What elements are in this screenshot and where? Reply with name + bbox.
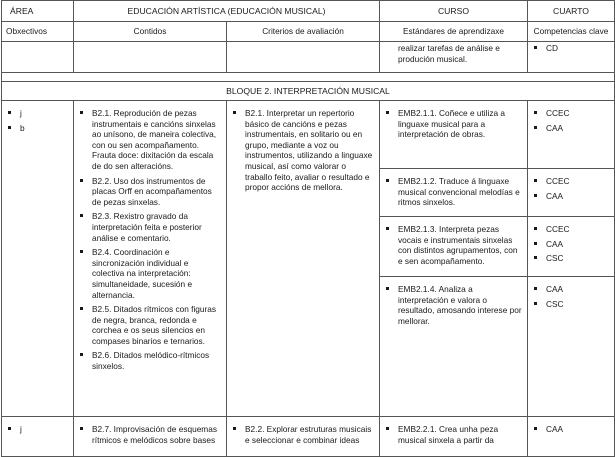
competence-item: CCEC — [532, 176, 610, 187]
content-item: B2.6. Ditados melódico-rítmicos sinxelos. — [78, 350, 222, 371]
competence-item: CAA — [532, 239, 610, 250]
standard-item: EMB2.2.1. Crea unha peza musical sinxela a partir da — [384, 424, 523, 445]
continued-standard: realizar tarefas de análise e produción musical. — [380, 42, 528, 73]
course-value: CUARTO — [528, 1, 615, 22]
block-row — [2, 101, 615, 169]
criterion-item: B2.2. Explorar estruturas musicais e seleccionar e combinar ideas — [231, 424, 375, 445]
section-title: BLOQUE 2. INTERPRETACIÓN MUSICAL — [2, 82, 615, 101]
continued-objectives — [2, 42, 74, 73]
competence-item: CAA — [532, 284, 610, 295]
standard-cell — [380, 101, 528, 169]
content-item: B2.4. Coordinación e sincronización individual e colectiva na interpretación: simultaneidade, sucesión e alternancia. — [78, 247, 222, 300]
content-item: B2.3. Rexistro gravado da interpretación feita e posterior análise e comentario. — [78, 211, 222, 243]
standard-item: EMB2.1.3. Interpreta pezas vocais e instrumentais sinxelas con distintos agrupamentos, con e sen acompañamento. — [384, 224, 523, 266]
criteria-header: Criterios de avaliación — [227, 22, 380, 42]
course-label: CURSO — [380, 1, 528, 22]
standards-header: Estándares de aprendizaxe — [380, 22, 528, 42]
standard-cell — [380, 417, 528, 457]
criteria-cell — [227, 101, 380, 417]
content-item: B2.2. Uso dos instrumentos de placas Orff en acompañamentos de pezas sinxelas. — [78, 176, 222, 208]
subheader-row — [2, 22, 615, 42]
competence-item: CAA — [532, 191, 610, 202]
competence-item: CCEC — [532, 224, 610, 235]
criteria-cell — [227, 417, 380, 457]
competence-item: CD — [532, 43, 610, 54]
competences-cell — [528, 277, 615, 417]
contents-cell — [74, 101, 227, 417]
curriculum-table — [1, 0, 615, 457]
standard-item: EMB2.1.1. Coñece e utiliza a linguaxe musical para a interpretación de obras. — [384, 108, 523, 140]
content-item: B2.1. Reprodución de pezas instrumentais e cancións sinxelas ao unísono, de maneira colectiva, con ou sen acompañamento. Frauta doce: dixitación da escala de do sen alteracións. — [78, 108, 222, 172]
block-row — [2, 417, 615, 457]
continued-criteria — [227, 42, 380, 73]
subject-title: EDUCACIÓN ARTÍSTICA (EDUCACIÓN MUSICAL) — [74, 1, 380, 22]
objectives-cell — [2, 101, 74, 417]
standard-cell — [380, 169, 528, 217]
header-row — [2, 1, 615, 22]
objective-item: j — [6, 424, 69, 435]
objectives-header: Obxectivos — [2, 22, 74, 42]
competence-item: CCEC — [532, 108, 610, 119]
objective-item: b — [6, 123, 69, 134]
competences-cell — [528, 417, 615, 457]
content-item: B2.7. Improvisación de esquemas rítmicos e melódicos sobre bases — [78, 424, 222, 445]
content-item: B2.5. Ditados rítmicos con figuras de negra, branca, redonda e corchea e os seus silencios en compases binarios e ternarios. — [78, 304, 222, 346]
standard-item: EMB2.1.2. Traduce á linguaxe musical convencional melodías e ritmos sinxelos. — [384, 176, 523, 208]
continued-competences — [528, 42, 615, 73]
competences-cell — [528, 101, 615, 169]
section-row — [2, 82, 615, 101]
continued-contents — [74, 42, 227, 73]
standard-cell — [380, 217, 528, 277]
criterion-item: B2.1. Interpretar un repertorio básico de cancións e pezas instrumentais, en solitario ou en grupo, mediante a voz ou instrumentos, utilizando a linguaxe musical, así como valorar o traballo feito, avaliar o resultado e propor accións de mellora. — [231, 108, 375, 193]
area-label: ÁREA — [2, 1, 74, 22]
spacer-row — [2, 73, 615, 82]
competence-item: CAA — [532, 424, 610, 435]
standard-item: EMB2.1.4. Analiza a interpretación e valora o resultado, amosando interese por mellorar. — [384, 284, 523, 326]
contents-cell — [74, 417, 227, 457]
competence-item: CAA — [532, 123, 610, 134]
continued-row — [2, 42, 615, 73]
contents-header: Contidos — [74, 22, 227, 42]
competences-header: Competencias clave — [528, 22, 615, 42]
objective-item: j — [6, 108, 69, 119]
standard-cell — [380, 277, 528, 417]
competences-cell — [528, 217, 615, 277]
competences-cell — [528, 169, 615, 217]
competence-item: CSC — [532, 299, 610, 310]
competence-item: CSC — [532, 253, 610, 264]
objectives-cell — [2, 417, 74, 457]
